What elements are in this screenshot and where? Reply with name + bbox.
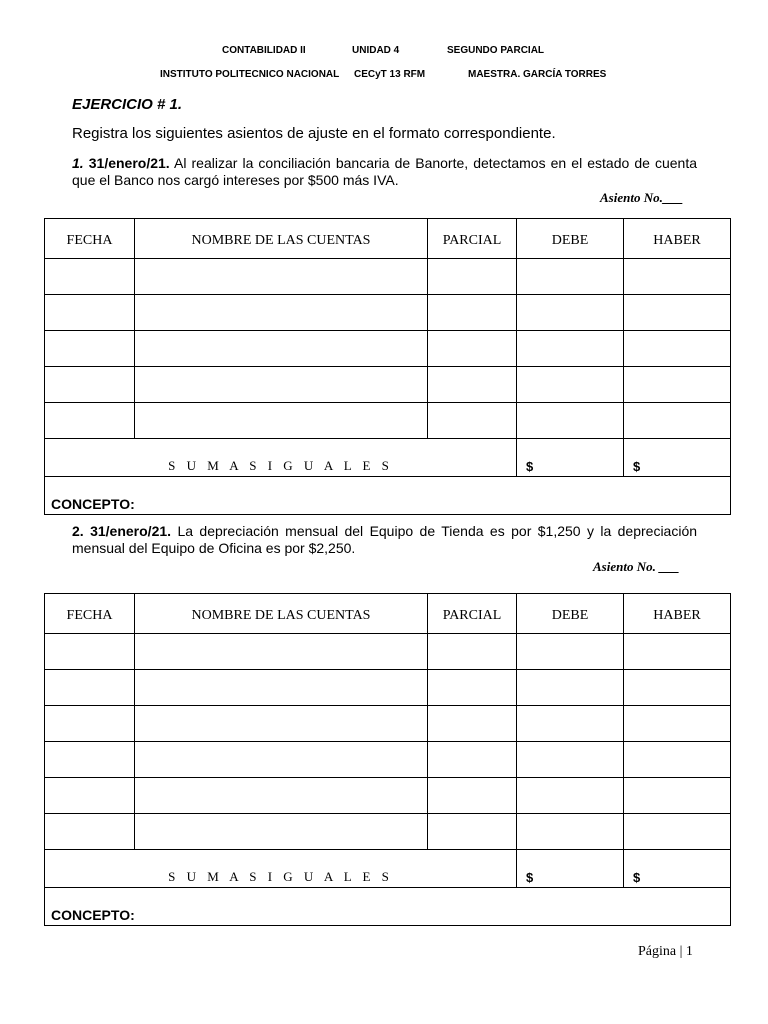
- header-fecha: FECHA: [45, 219, 135, 259]
- table-row: [45, 331, 731, 367]
- table-row: [45, 706, 731, 742]
- haber-total[interactable]: $: [624, 850, 731, 888]
- institute-name: INSTITUTO POLITECNICO NACIONAL: [160, 69, 340, 80]
- debe-cell[interactable]: [517, 259, 624, 295]
- debe-cell[interactable]: [517, 403, 624, 439]
- table-row: [45, 742, 731, 778]
- header-cuentas: NOMBRE DE LAS CUENTAS: [135, 219, 428, 259]
- debe-cell[interactable]: [517, 670, 624, 706]
- debe-cell[interactable]: [517, 814, 624, 850]
- cuenta-cell[interactable]: [135, 742, 428, 778]
- haber-cell[interactable]: [624, 295, 731, 331]
- journal-table-1: [44, 218, 731, 515]
- parcial-cell[interactable]: [428, 706, 517, 742]
- debe-cell[interactable]: [517, 295, 624, 331]
- concepto-row: [45, 477, 731, 515]
- concepto-row: [45, 888, 731, 926]
- cuenta-cell[interactable]: [135, 778, 428, 814]
- exercise-2-number: 2.: [72, 523, 84, 539]
- haber-cell[interactable]: [624, 670, 731, 706]
- school-name: CECyT 13 RFM: [354, 69, 426, 80]
- haber-cell[interactable]: [624, 634, 731, 670]
- concepto-field[interactable]: CONCEPTO:: [45, 477, 731, 515]
- fecha-cell[interactable]: [45, 403, 135, 439]
- parcial-cell[interactable]: [428, 331, 517, 367]
- fecha-cell[interactable]: [45, 706, 135, 742]
- sumas-iguales-label: S U M A S I G U A L E S: [45, 850, 517, 888]
- debe-cell[interactable]: [517, 742, 624, 778]
- parcial-cell[interactable]: [428, 670, 517, 706]
- fecha-cell[interactable]: [45, 634, 135, 670]
- table-header-row: [45, 594, 731, 634]
- header-parcial: PARCIAL: [428, 594, 517, 634]
- header-debe: DEBE: [517, 594, 624, 634]
- asiento-1-text: Asiento No.: [600, 190, 663, 205]
- exercise-2-statement: [72, 523, 697, 557]
- asiento-1-blank[interactable]: ___: [662, 190, 683, 205]
- concepto-field[interactable]: CONCEPTO:: [45, 888, 731, 926]
- cuenta-cell[interactable]: [135, 670, 428, 706]
- debe-cell[interactable]: [517, 367, 624, 403]
- haber-cell[interactable]: [624, 814, 731, 850]
- cuenta-cell[interactable]: [135, 295, 428, 331]
- header-parcial: PARCIAL: [428, 219, 517, 259]
- asiento-1-label: [600, 190, 682, 206]
- exercise-2-date: 31/enero/21.: [90, 523, 172, 539]
- teacher-name: MAESTRA. GARCÍA TORRES: [468, 69, 607, 80]
- fecha-cell[interactable]: [45, 331, 135, 367]
- debe-total[interactable]: $: [517, 850, 624, 888]
- exercise-title: EJERCICIO # 1.: [72, 96, 183, 113]
- table-row: [45, 814, 731, 850]
- exercise-1-text: Al realizar la conciliación bancaria de Banorte, detectamos en el estado de cuenta que el Banco nos cargó intereses por $500 más IVA.: [72, 155, 697, 188]
- table-row: [45, 403, 731, 439]
- exercise-1-statement: [72, 155, 697, 189]
- haber-cell[interactable]: [624, 778, 731, 814]
- parcial-cell[interactable]: [428, 778, 517, 814]
- parcial-cell[interactable]: [428, 367, 517, 403]
- table-row: [45, 367, 731, 403]
- haber-cell[interactable]: [624, 403, 731, 439]
- cuenta-cell[interactable]: [135, 367, 428, 403]
- parcial-cell[interactable]: [428, 814, 517, 850]
- parcial-cell[interactable]: [428, 403, 517, 439]
- unit-label: UNIDAD 4: [352, 45, 400, 56]
- header-cuentas: NOMBRE DE LAS CUENTAS: [135, 594, 428, 634]
- table-row: [45, 259, 731, 295]
- table-row: [45, 670, 731, 706]
- haber-total[interactable]: $: [624, 439, 731, 477]
- asiento-2-text: Asiento No.: [593, 559, 656, 574]
- haber-cell[interactable]: [624, 706, 731, 742]
- header-haber: HABER: [624, 594, 731, 634]
- cuenta-cell[interactable]: [135, 706, 428, 742]
- fecha-cell[interactable]: [45, 367, 135, 403]
- table-row: [45, 295, 731, 331]
- cuenta-cell[interactable]: [135, 403, 428, 439]
- debe-total[interactable]: $: [517, 439, 624, 477]
- header-fecha: FECHA: [45, 594, 135, 634]
- debe-cell[interactable]: [517, 634, 624, 670]
- sumas-row: [45, 439, 731, 477]
- debe-cell[interactable]: [517, 331, 624, 367]
- haber-cell[interactable]: [624, 259, 731, 295]
- debe-cell[interactable]: [517, 706, 624, 742]
- fecha-cell[interactable]: [45, 778, 135, 814]
- exercise-1-number: 1.: [72, 155, 84, 171]
- asiento-2-blank[interactable]: ___: [659, 559, 679, 574]
- sumas-row: [45, 850, 731, 888]
- table-row: [45, 634, 731, 670]
- haber-cell[interactable]: [624, 367, 731, 403]
- parcial-cell[interactable]: [428, 634, 517, 670]
- parcial-cell[interactable]: [428, 742, 517, 778]
- page-number: Página | 1: [638, 944, 693, 959]
- fecha-cell[interactable]: [45, 814, 135, 850]
- fecha-cell[interactable]: [45, 670, 135, 706]
- cuenta-cell[interactable]: [135, 259, 428, 295]
- parcial-cell[interactable]: [428, 295, 517, 331]
- table-header-row: [45, 219, 731, 259]
- haber-cell[interactable]: [624, 331, 731, 367]
- haber-cell[interactable]: [624, 742, 731, 778]
- table-row: [45, 778, 731, 814]
- sumas-iguales-label: S U M A S I G U A L E S: [45, 439, 517, 477]
- exam-label: SEGUNDO PARCIAL: [447, 45, 545, 56]
- fecha-cell[interactable]: [45, 742, 135, 778]
- fecha-cell[interactable]: [45, 259, 135, 295]
- exercise-2-text: La depreciación mensual del Equipo de Tienda es por $1,250 y la depreciación mensual del Equipo de Oficina es por $2,250.: [72, 523, 698, 556]
- cuenta-cell[interactable]: [135, 814, 428, 850]
- course-name: CONTABILIDAD II: [222, 45, 306, 56]
- exercise-1-date: 31/enero/21.: [88, 155, 170, 171]
- journal-table-2: [44, 593, 731, 926]
- instruction-text: Registra los siguientes asientos de ajuste en el formato correspondiente.: [72, 125, 556, 142]
- debe-cell[interactable]: [517, 778, 624, 814]
- parcial-cell[interactable]: [428, 259, 517, 295]
- header-haber: HABER: [624, 219, 731, 259]
- header-debe: DEBE: [517, 219, 624, 259]
- asiento-2-label: [593, 559, 679, 575]
- cuenta-cell[interactable]: [135, 634, 428, 670]
- cuenta-cell[interactable]: [135, 331, 428, 367]
- fecha-cell[interactable]: [45, 295, 135, 331]
